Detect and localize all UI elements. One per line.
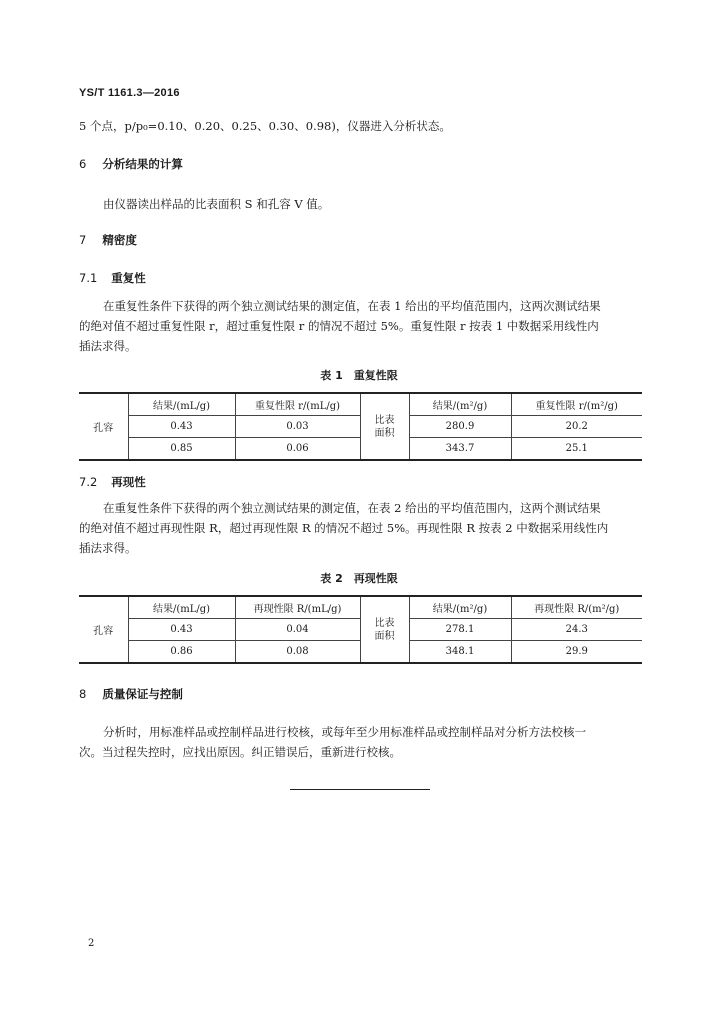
table-cell: 0.08 xyxy=(235,641,360,664)
section-number: 7.2 xyxy=(79,475,98,489)
section-title: 分析结果的计算 xyxy=(102,157,183,171)
row-label: 比表 面积 xyxy=(360,393,409,460)
section-number: 6 xyxy=(79,157,87,171)
column-header: 再现性限 R/(m²/g) xyxy=(511,596,642,619)
section-8-body xyxy=(79,722,644,762)
body-line: 在重复性条件下获得的两个独立测试结果的测定值，在表 2 给出的平均值范围内，这两个测试结果 xyxy=(103,501,601,515)
section-7-2-body xyxy=(79,498,644,558)
table-cell: 0.43 xyxy=(128,416,235,438)
row-label: 孔容 xyxy=(79,596,128,663)
table-cell: 348.1 xyxy=(409,641,511,664)
column-header: 再现性限 R/(mL/g) xyxy=(235,596,360,619)
body-line: 插法求得。 xyxy=(79,541,137,555)
table-2-caption: 表 2 再现性限 xyxy=(320,572,398,585)
table-cell: 29.9 xyxy=(511,641,642,664)
table-1 xyxy=(79,392,642,461)
column-header: 结果/(m²/g) xyxy=(409,393,511,416)
table-cell: 278.1 xyxy=(409,619,511,641)
section-number: 7.1 xyxy=(79,271,98,285)
row-label: 孔容 xyxy=(79,393,128,460)
section-8-heading xyxy=(79,686,183,702)
column-header: 结果/(mL/g) xyxy=(128,596,235,619)
intro-line: 5 个点，p/p₀=0.10、0.20、0.25、0.30、0.98)，仪器进入分析状态。 xyxy=(79,119,451,133)
row-label: 比表 面积 xyxy=(360,596,409,663)
end-rule xyxy=(290,789,430,790)
table-cell: 20.2 xyxy=(511,416,642,438)
body-line: 的绝对值不超过重复性限 r，超过重复性限 r 的情况不超过 5%。重复性限 r 按表 1 中数据采用线性内 xyxy=(79,319,599,333)
table-cell: 0.03 xyxy=(235,416,360,438)
section-number: 8 xyxy=(79,687,87,701)
section-7-2-heading xyxy=(79,474,146,490)
column-header: 重复性限 r/(m²/g) xyxy=(511,393,642,416)
table-1-caption: 表 1 重复性限 xyxy=(320,369,398,382)
body-line: 分析时，用标准样品或控制样品进行校核，或每年至少用标准样品或控制样品对分析方法校核一 xyxy=(103,725,586,739)
section-7-heading xyxy=(79,232,137,248)
table-cell: 25.1 xyxy=(511,438,642,461)
table-cell: 0.86 xyxy=(128,641,235,664)
body-line: 次。当过程失控时，应找出原因。纠正错误后，重新进行校核。 xyxy=(79,745,401,759)
body-line: 在重复性条件下获得的两个独立测试结果的测定值，在表 1 给出的平均值范围内，这两次测试结果 xyxy=(103,299,601,313)
section-title: 精密度 xyxy=(102,233,137,247)
table-cell: 0.85 xyxy=(128,438,235,461)
table-cell: 24.3 xyxy=(511,619,642,641)
table-cell: 0.06 xyxy=(235,438,360,461)
section-6-body: 由仪器读出样品的比表面积 S 和孔容 V 值。 xyxy=(103,197,330,211)
table-cell: 0.43 xyxy=(128,619,235,641)
section-title: 质量保证与控制 xyxy=(102,687,183,701)
body-line: 插法求得。 xyxy=(79,339,137,353)
body-line: 的绝对值不超过再现性限 R，超过再现性限 R 的情况不超过 5%。再现性限 R 按表 2 中数据采用线性内 xyxy=(79,521,609,535)
table-cell: 343.7 xyxy=(409,438,511,461)
section-title: 重复性 xyxy=(111,271,146,285)
section-number: 7 xyxy=(79,233,87,247)
column-header: 结果/(mL/g) xyxy=(128,393,235,416)
section-title: 再现性 xyxy=(111,475,146,489)
standard-id: YS/T 1161.3—2016 xyxy=(79,87,180,99)
column-header: 结果/(m²/g) xyxy=(409,596,511,619)
table-cell: 0.04 xyxy=(235,619,360,641)
column-header: 重复性限 r/(mL/g) xyxy=(235,393,360,416)
section-7-1-body xyxy=(79,296,644,356)
section-7-1-heading xyxy=(79,270,146,286)
page-number: 2 xyxy=(88,938,95,949)
section-6-heading xyxy=(79,156,183,172)
table-cell: 280.9 xyxy=(409,416,511,438)
table-2 xyxy=(79,595,642,664)
